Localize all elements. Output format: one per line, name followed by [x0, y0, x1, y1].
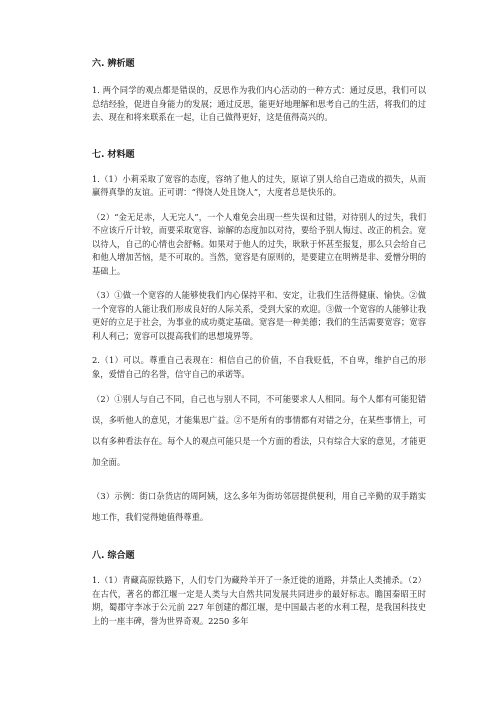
- cailiao-answer-2-2: （2）①别人与自己不同，自己也与别人不同，不可能要求人人相同。每个人都有可能犯错误，多听他人的意见，才能集思广益。②不是所有的事情都有对错之分，在某些事情上，可以有多种看法存在。每个人的观点可能只是一个方面的看法，只有综合大家的意见，才能更加全面。: [92, 394, 426, 467]
- section-heading-bianxi: 六. 辨析题: [92, 59, 135, 69]
- section-heading-cailiao: 七. 材料题: [92, 149, 135, 160]
- cailiao-answer-1-2: （2）“金无足赤，人无完人”，一个人难免会出现一些失误和过错，对待别人的过失，我们不应该斤斤计较，而要采取宽容、谅解的态度加以对待，要给予别人悔过、改正的机会。宽以待人，自己的心情也会舒畅。如果对于他人的过失，耿耿于怀甚至报复，那么只会给自己和他人增加苦恼，是不可取的。当然，宽容是有原则的，是要建立在明辨是非、爱憎分明的基础上。: [92, 211, 426, 276]
- cailiao-answer-2-3: （3）示例：街口杂货店的周阿姨，这么多年为街坊邻居提供便利，用自己辛勤的双手踏实地工作，我们觉得她值得尊重。: [92, 491, 426, 522]
- section-heading-zonghe: 八. 综合题: [92, 551, 135, 561]
- answer-content: [92, 58, 426, 628]
- bianxi-answer-1: 1. 两个同学的观点都是错误的，反思作为我们内心活动的一种方式：通过反思，我们可以总结经验，促进自身能力的发展；通过反思，能更好地理解和思考自己的生活，将我们的过去、现在和将来联系在一起，让自己做得更好，这是值得高兴的。: [92, 85, 426, 122]
- cailiao-answer-1-3: （3）①做一个宽容的人能够使我们内心保持平和、安定，让我们生活得健康、愉快。②做一个宽容的人能让我们形成良好的人际关系，受到大家的欢迎。③做一个宽容的人能够让我更好的立足于社会，为事业的成功奠定基础。宽容是一种美德；我们的生活需要宽容；宽容利人利己；宽容可以提高我们的思想境界等。: [92, 290, 426, 341]
- cailiao-answer-2-1: 2.（1）可以。尊重自己表现在：相信自己的价值，不自我贬低，不自卑，维护自己的形象，爱惜自己的名誉，信守自己的承诺等。: [92, 355, 426, 379]
- cailiao-answer-1-1: 1.（1）小莉采取了宽容的态度，容纳了他人的过失，原谅了别人给自己造成的损失，从而赢得真挚的友谊。正可谓：“得饶人处且饶人”，大度者总是快乐的。: [92, 173, 426, 197]
- zonghe-answer-1: 1.（1）青藏高原铁路下，人们专门为藏羚羊开了一条迁徙的道路，并禁止人类捕杀。（2）在古代，著名的都江堰一定是人类与大自然共同发展共同进步的最好标志。瞻国秦昭王时期，蜀郡守李冰于公元前 227 年创建的都江堰，是中国最古老的水利工程，是我国科技史上的一座丰碑，誉为世界奇观。2250 多年: [92, 575, 426, 626]
